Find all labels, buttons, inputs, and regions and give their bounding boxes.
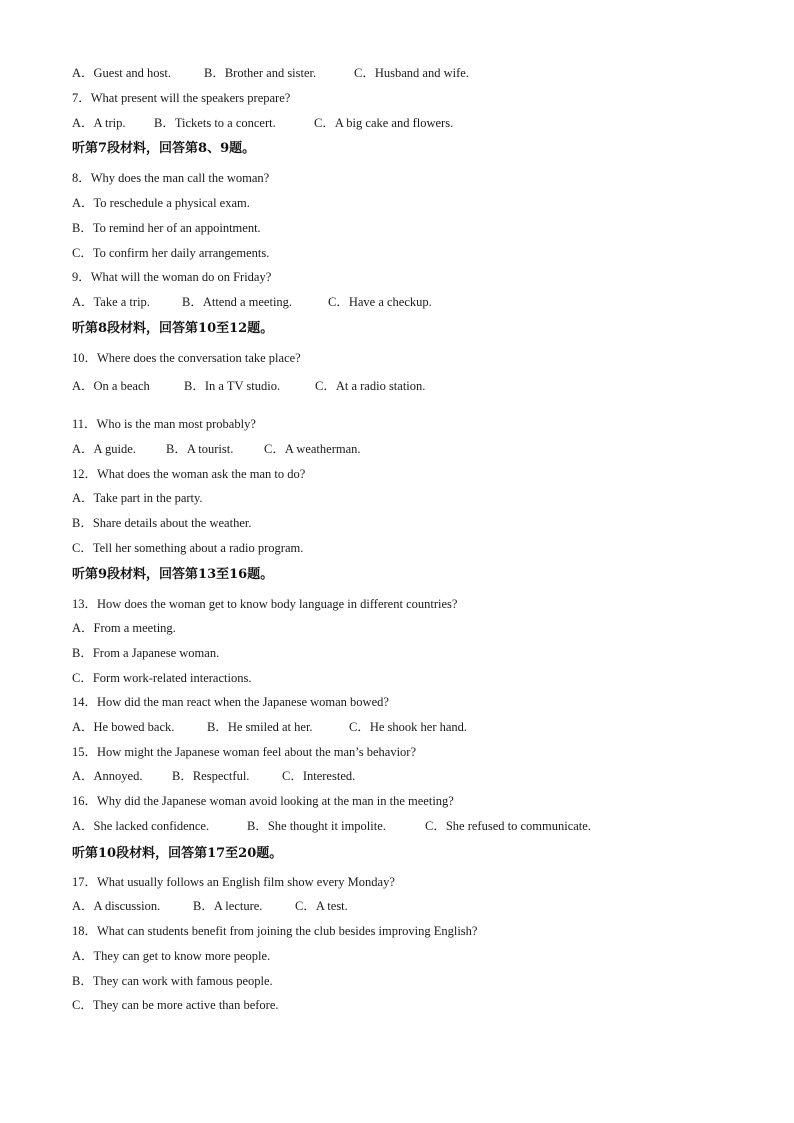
question-7-options: [72, 115, 453, 131]
option-a: A．A trip.: [72, 116, 126, 130]
question-11-options: [72, 441, 361, 457]
option-a: A．Annoyed.: [72, 769, 143, 783]
option-c: C．Form work-related interactions.: [72, 671, 252, 685]
option-b: B．She thought it impolite.: [247, 819, 386, 833]
option-c: C．A weatherman.: [264, 442, 361, 456]
question-7: 7．What present will the speakers prepare?: [72, 91, 291, 105]
option-a: A．To reschedule a physical exam.: [72, 196, 250, 210]
option-b: B．Share details about the weather.: [72, 516, 252, 530]
option-b: B．To remind her of an appointment.: [72, 221, 261, 235]
question-10-options: [72, 378, 425, 394]
question-13: 13．How does the woman get to know body language in different countries?: [72, 597, 458, 611]
question-18: 18．What can students benefit from joining the club besides improving English?: [72, 924, 478, 938]
option-a: A．She lacked confidence.: [72, 819, 210, 833]
option-c: C．He shook her hand.: [349, 720, 468, 734]
question-16: 16．Why did the Japanese woman avoid looking at the man in the meeting?: [72, 794, 454, 808]
option-c: C．They can be more active than before.: [72, 998, 279, 1012]
option-b: B．From a Japanese woman.: [72, 646, 220, 660]
option-a: A．On a beach: [72, 379, 150, 393]
option-c: C．Husband and wife.: [354, 66, 469, 80]
section-heading: 听第7段材料，回答第8、9题。: [72, 141, 256, 156]
option-c: C．At a radio station.: [315, 379, 426, 393]
question-9-options: [72, 294, 432, 310]
option-b: B．They can work with famous people.: [72, 974, 273, 988]
question-15-options: [72, 768, 355, 784]
option-b: B．A lecture.: [193, 899, 263, 913]
option-c: C．Interested.: [282, 769, 356, 783]
option-a: A．Guest and host.: [72, 66, 171, 80]
option-a: A．Take part in the party.: [72, 491, 203, 505]
question-9: 9．What will the woman do on Friday?: [72, 270, 272, 284]
option-b: B．Respectful.: [172, 769, 250, 783]
question-16-options: [72, 818, 591, 834]
option-a: A．A guide.: [72, 442, 136, 456]
question-10: 10．Where does the conversation take place?: [72, 351, 301, 365]
option-c: C．To confirm her daily arrangements.: [72, 246, 270, 260]
question-11: 11．Who is the man most probably?: [72, 417, 256, 431]
option-b: B．Brother and sister.: [204, 66, 317, 80]
option-a: A．Take a trip.: [72, 295, 150, 309]
option-b: B．In a TV studio.: [184, 379, 281, 393]
section-heading: 听第9段材料，回答第13至16题。: [72, 567, 274, 582]
section-heading: 听第8段材料，回答第10至12题。: [72, 321, 274, 336]
option-c: C．She refused to communicate.: [425, 819, 591, 833]
question-17: 17．What usually follows an English film show every Monday?: [72, 875, 395, 889]
question-8: 8．Why does the man call the woman?: [72, 171, 270, 185]
option-c: C．A test.: [295, 899, 348, 913]
option-c: C．Have a checkup.: [328, 295, 432, 309]
option-b: B．A tourist.: [166, 442, 234, 456]
option-a: A．A discussion.: [72, 899, 161, 913]
section-heading: 听第10段材料，回答第17至20题。: [72, 846, 283, 861]
option-a: A．They can get to know more people.: [72, 949, 271, 963]
option-a: A．He bowed back.: [72, 720, 175, 734]
option-b: B．He smiled at her.: [207, 720, 313, 734]
question-15: 15．How might the Japanese woman feel about the man’s behavior?: [72, 745, 417, 759]
option-c: C．Tell her something about a radio program.: [72, 541, 304, 555]
question-6-options: [72, 65, 469, 81]
question-14: 14．How did the man react when the Japanese woman bowed?: [72, 695, 389, 709]
option-c: C．A big cake and flowers.: [314, 116, 454, 130]
question-17-options: [72, 898, 348, 914]
option-b: B．Tickets to a concert.: [154, 116, 276, 130]
question-12: 12．What does the woman ask the man to do?: [72, 467, 306, 481]
question-14-options: [72, 719, 467, 735]
option-a: A．From a meeting.: [72, 621, 176, 635]
option-b: B．Attend a meeting.: [182, 295, 293, 309]
